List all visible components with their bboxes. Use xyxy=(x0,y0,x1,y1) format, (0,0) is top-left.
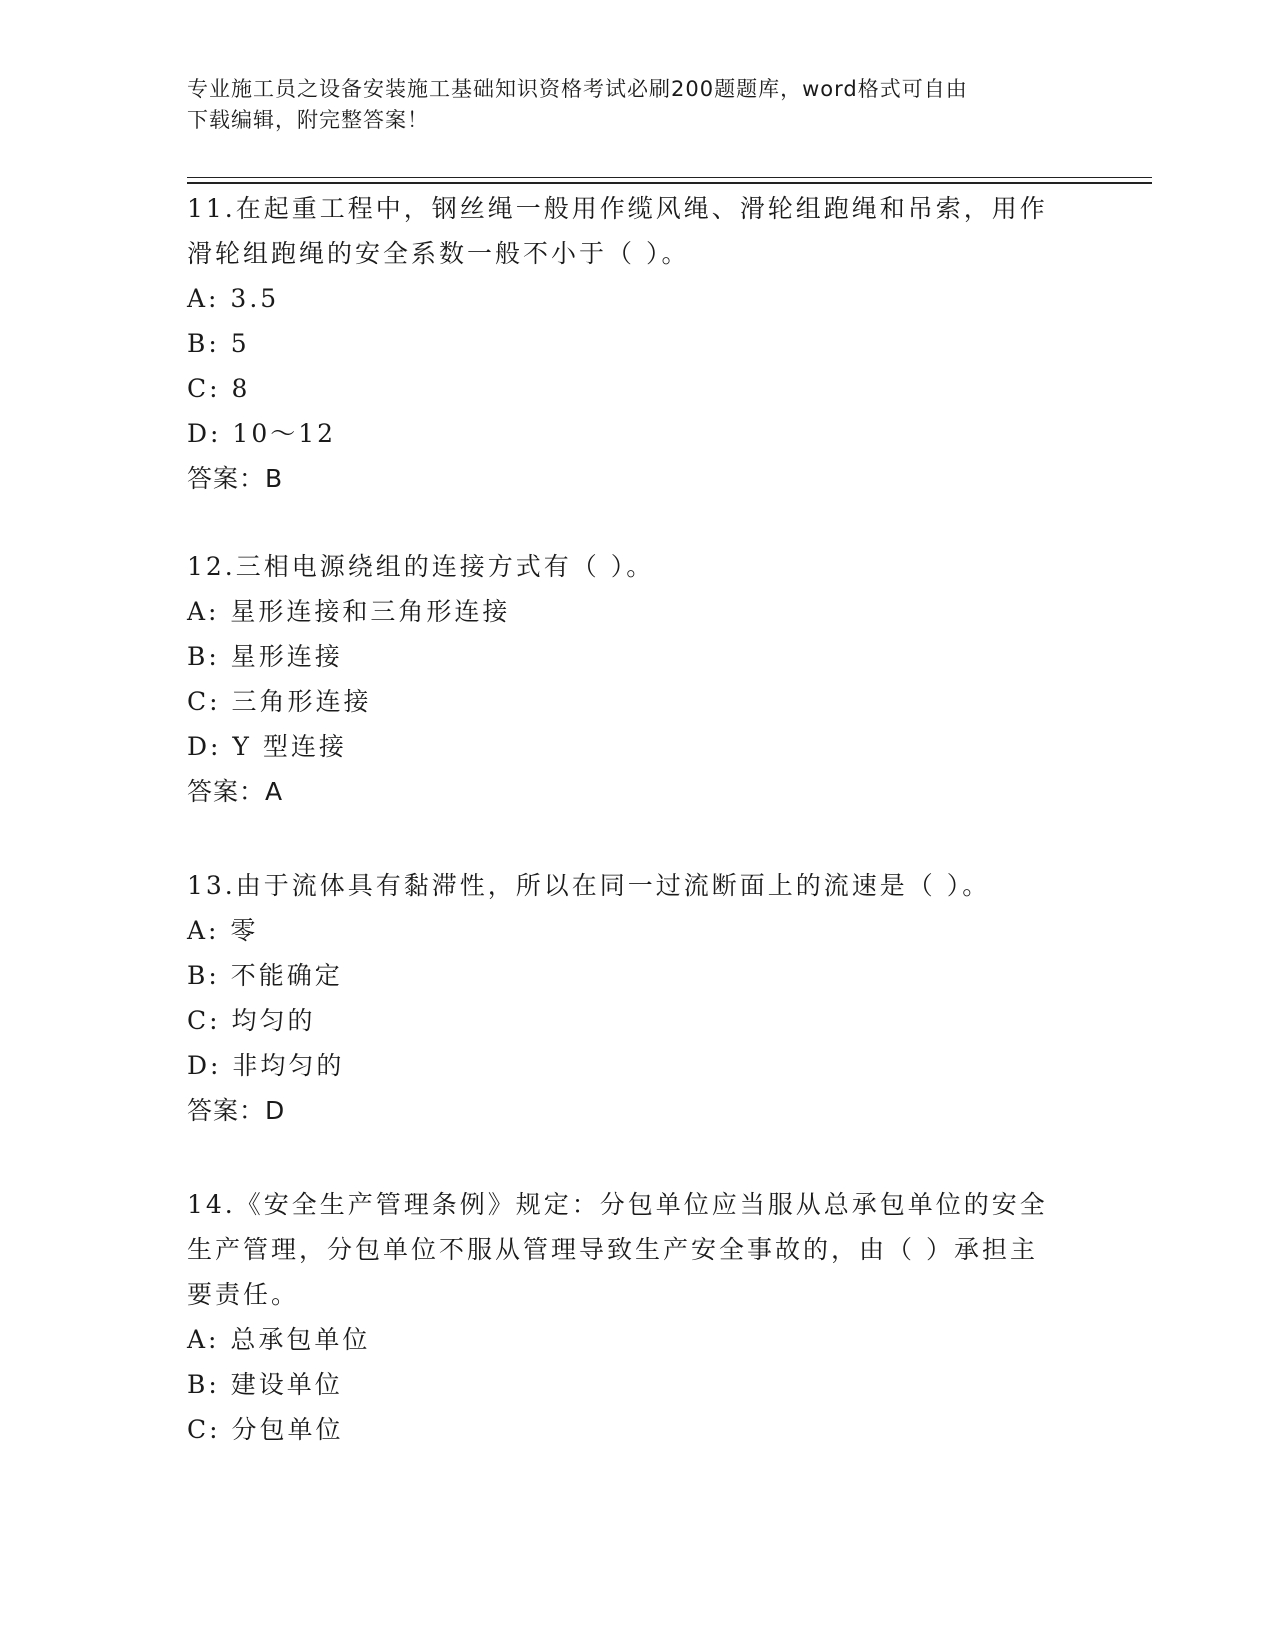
header-divider-thick xyxy=(187,182,1152,184)
question-stem-line: 要责任。 xyxy=(187,1280,300,1309)
option-c: C: 三角形连接 xyxy=(187,687,372,716)
answer: 答案：A xyxy=(187,777,284,806)
option-b: B: 5 xyxy=(187,329,250,358)
option-a: A: 零 xyxy=(187,916,259,945)
option-b: B: 星形连接 xyxy=(187,642,343,671)
option-c: C: 分包单位 xyxy=(187,1415,344,1444)
question-stem-line: 14.《安全生产管理条例》规定：分包单位应当服从总承包单位的安全 xyxy=(187,1190,1048,1219)
header-divider-thin xyxy=(187,177,1152,178)
header-line-2: 下载编辑，附完整答案！ xyxy=(187,108,429,132)
option-d: D: 10～12 xyxy=(187,419,337,448)
question-stem-line: 12.三相电源绕组的连接方式有（ ）。 xyxy=(187,552,655,581)
question-stem-line: 11.在起重工程中，钢丝绳一般用作缆风绳、滑轮组跑绳和吊索，用作 xyxy=(187,194,1048,223)
question-13 xyxy=(187,863,1087,1133)
option-a: A: 总承包单位 xyxy=(187,1325,371,1354)
option-d: D: Y 型连接 xyxy=(187,732,347,761)
question-stem-line: 13.由于流体具有黏滞性，所以在同一过流断面上的流速是（ ）。 xyxy=(187,871,991,900)
option-b: B: 不能确定 xyxy=(187,961,343,990)
question-11 xyxy=(187,186,1087,501)
option-a: A: 3.5 xyxy=(187,284,280,313)
document-header xyxy=(187,74,1067,136)
answer: 答案：D xyxy=(187,1096,286,1125)
question-stem-line: 滑轮组跑绳的安全系数一般不小于（ ）。 xyxy=(187,239,690,268)
option-c: C: 均匀的 xyxy=(187,1006,316,1035)
answer: 答案：B xyxy=(187,464,284,493)
question-stem-line: 生产管理，分包单位不服从管理导致生产安全事故的，由（ ）承担主 xyxy=(187,1235,1038,1264)
option-c: C: 8 xyxy=(187,374,251,403)
question-12 xyxy=(187,544,1087,814)
option-b: B: 建设单位 xyxy=(187,1370,343,1399)
option-d: D: 非均匀的 xyxy=(187,1051,345,1080)
question-14 xyxy=(187,1182,1087,1452)
option-a: A: 星形连接和三角形连接 xyxy=(187,597,511,626)
header-line-1: 专业施工员之设备安装施工基础知识资格考试必刷200题题库，word格式可自由 xyxy=(187,77,968,101)
